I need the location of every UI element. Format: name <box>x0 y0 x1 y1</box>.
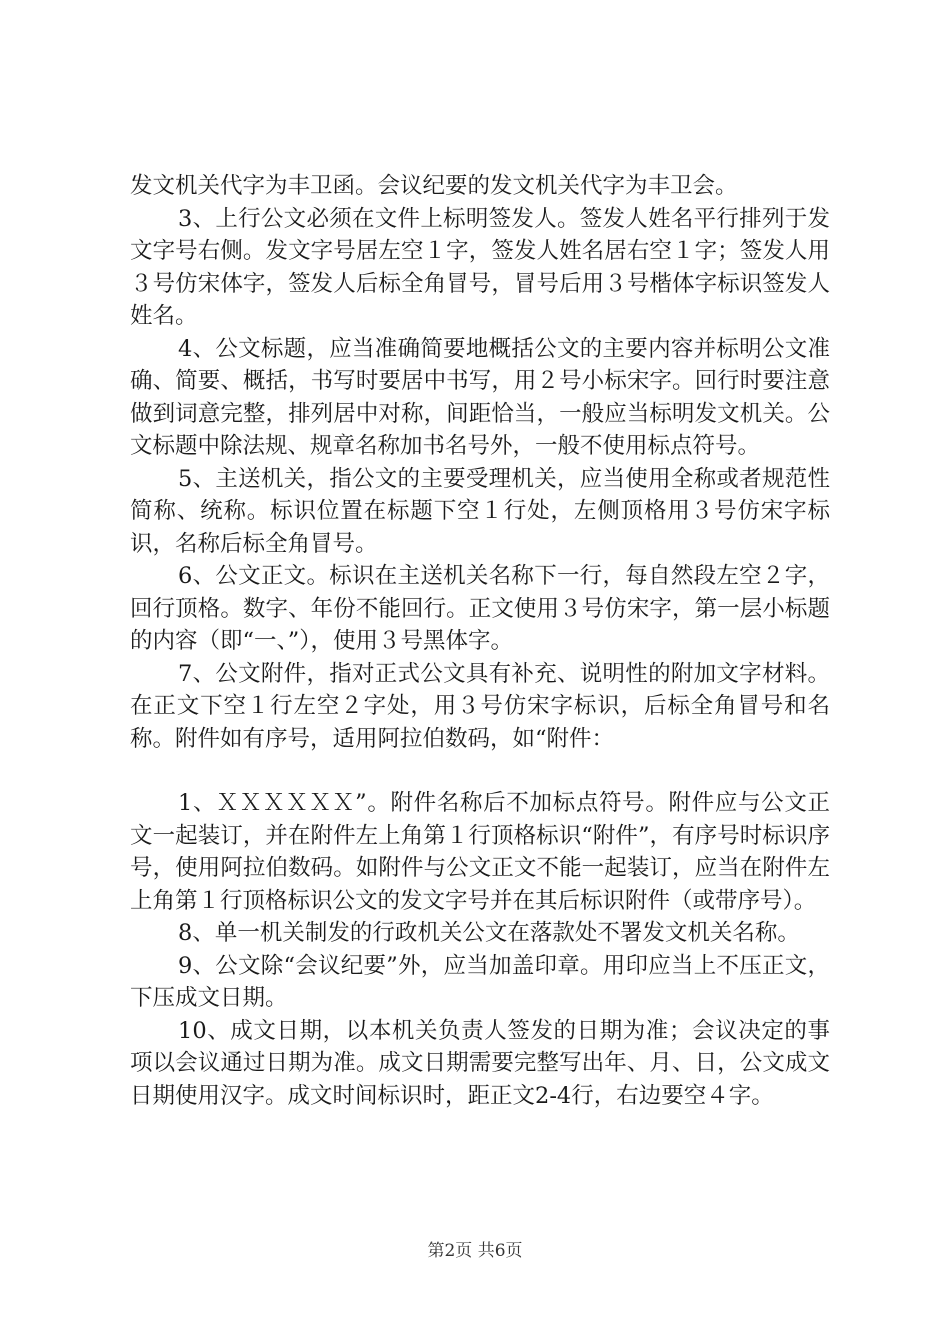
document-body <box>130 170 830 1112</box>
paragraph-item-6: 6、公文正文。标识在主送机关名称下一行，每自然段左空２字，回行顶格。数字、年份不能回行。正文使用３号仿宋字，第一层小标题的内容（即“一、”），使用３号黑体字。 <box>130 563 830 654</box>
paragraph-item-7: 7、公文附件，指对正式公文具有补充、说明性的附加文字材料。在正文下空１行左空２字处，用３号仿宋字标识，后标全角冒号和名称。附件如有序号，适用阿拉伯数码，如“附件： <box>130 660 830 752</box>
paragraph-item-10: 10、成文日期，以本机关负责人签发的日期为准；会议决定的事项以会议通过日期为准。成文日期需要完整写出年、月、日，公文成文日期使用汉字。成文时间标识时，距正文2-4行，右边要空４字。 <box>130 1017 830 1109</box>
paragraph-attachment-example: 1、ＸＸＸＸＸＸ”。附件名称后不加标点符号。附件应与公文正文一起装订，并在附件左上角第１行顶格标识“附件”，有序号时标识序号，使用阿拉伯数码。如附件与公文正文不能一起装订，应当在附件左上角第１行顶格标识公文的发文字号并在其后标识附件（或带序号）。 <box>130 790 830 914</box>
paragraph-continuation: 发文机关代字为丰卫函。会议纪要的发文机关代字为丰卫会。 <box>130 173 738 199</box>
paragraph-item-4: 4、公文标题，应当准确简要地概括公文的主要内容并标明公文准确、简要、概括，书写时要居中书写，用２号小标宋字。回行时要注意做到词意完整，排列居中对称，间距恰当，一般应当标明发文机关。公文标题中除法规、规章名称加书名号外，一般不使用标点符号。 <box>130 335 830 459</box>
page-number-footer: 第2页 共6页 <box>427 1241 523 1261</box>
paragraph-item-8: 8、单一机关制发的行政机关公文在落款处不署发文机关名称。 <box>178 920 800 946</box>
paragraph-item-5: 5、主送机关，指公文的主要受理机关，应当使用全称或者规范性简称、统称。标识位置在标题下空１行处，左侧顶格用３号仿宋字标识，名称后标全角冒号。 <box>130 465 830 557</box>
paragraph-item-9: 9、公文除“会议纪要”外，应当加盖印章。用印应当上不压正文，下压成文日期。 <box>130 952 830 1011</box>
paragraph-item-3: 3、上行公文必须在文件上标明签发人。签发人姓名平行排列于发文字号右侧。发文字号居左空１字，签发人姓名居右空１字；签发人用３号仿宋体字，签发人后标全角冒号，冒号后用３号楷体字标识签发人姓名。 <box>130 205 830 329</box>
paragraph-gap <box>130 755 830 787</box>
